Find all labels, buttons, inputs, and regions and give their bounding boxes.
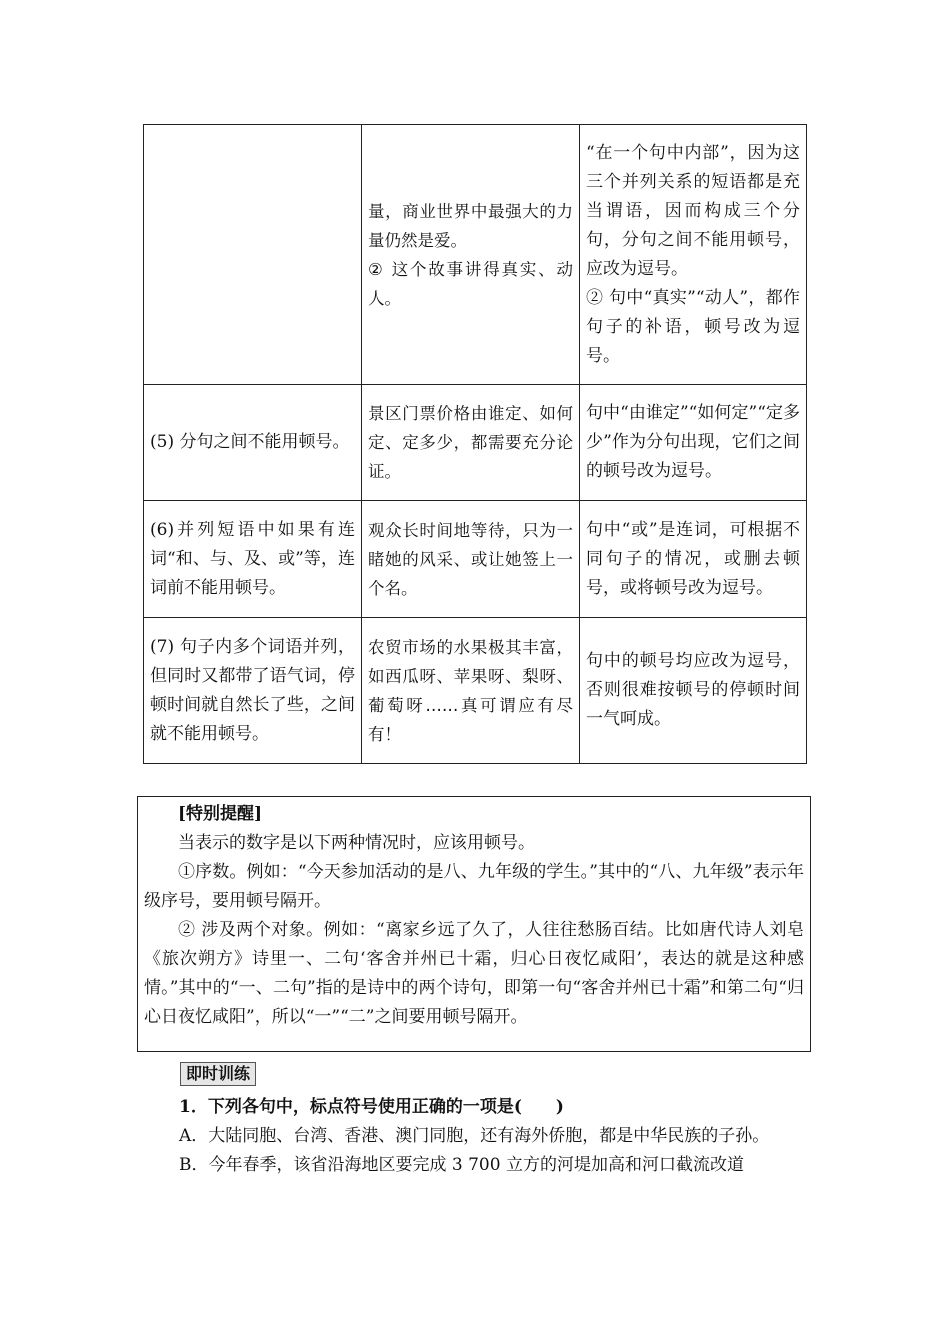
table-row	[144, 501, 807, 618]
explanation-line: “在一个句中内部”，因为这三个并列关系的短语都是充当谓语，因而构成三个分句，分句之间不能用顿号，应改为逗号。	[586, 142, 800, 279]
example-cell	[362, 125, 580, 385]
table-row	[144, 385, 807, 501]
example-line: 量，商业世界中最强大的力量仍然是爱。	[368, 201, 573, 250]
explanation-line: 句中“或”是连词，可根据不同句子的情况，或删去顿号，或将顿号改为逗号。	[586, 519, 800, 598]
rule-cell: (5) 分句之间不能用顿号。	[144, 385, 362, 501]
explanation-line: 句中的顿号均应改为逗号，否则很难按顿号的停顿时间一气呵成。	[586, 651, 800, 729]
example-cell	[362, 618, 580, 764]
table-row	[144, 125, 807, 385]
rule-cell	[144, 125, 362, 385]
option-b: B．今年春季，该省沿海地区要完成 3 700 立方的河堤加高和河口截流改道	[179, 1155, 744, 1175]
example-cell	[362, 385, 580, 501]
example-line: ② 这个故事讲得真实、动人。	[368, 259, 573, 308]
special-reminder-box	[137, 796, 811, 1052]
table-row	[144, 618, 807, 764]
example-line: 农贸市场的水果极其丰富， 如西瓜呀、苹果呀、梨呀、葡萄呀……真可谓应有尽有！	[368, 637, 573, 744]
explanation-cell	[580, 501, 807, 618]
practice-section	[145, 1060, 807, 1180]
example-cell	[362, 501, 580, 618]
practice-label: 即时训练	[180, 1062, 256, 1086]
reminder-paragraph: 当表示的数字是以下两种情况时，应该用顿号。	[178, 833, 535, 853]
example-line: 观众长时间地等待，只为一睹她的风采、或让她签上一个名。	[368, 520, 573, 598]
rule-cell: (6)并列短语中如果有连词“和、与、及、或”等，连词前不能用顿号。	[144, 501, 362, 618]
reminder-paragraph: ①序数。例如：“今天参加活动的是八、九年级的学生。”其中的“八、九年级”表示年级序号，要用顿号隔开。	[144, 862, 804, 911]
explanation-cell	[580, 385, 807, 501]
option-a: A．大陆同胞、台湾、香港、澳门同胞，还有海外侨胞，都是中华民族的子孙。	[179, 1126, 770, 1146]
explanation-cell	[580, 618, 807, 764]
explanation-line: ② 句中“真实”“动人”，都作句子的补语，顿号改为逗号。	[586, 287, 800, 366]
reminder-paragraph: ② 涉及两个对象。例如：“离家乡远了久了，人往往愁肠百结。比如唐代诗人刘皂《旅次朔方》诗里一、二句‘客舍并州已十霜，归心日夜忆咸阳’，表达的就是这种感情。”其中的“一、二句”指的是诗中的两个诗句，即第一句“客舍并州已十霜”和第二句“归心日夜忆咸阳”，所以“一”“二”之间要用顿号隔开。	[144, 920, 804, 1027]
example-line: 景区门票价格由谁定、如何定、定多少，都需要充分论证。	[368, 404, 573, 481]
punctuation-rules-table	[143, 124, 807, 764]
reminder-title: [特别提醒]	[178, 804, 263, 824]
explanation-cell	[580, 125, 807, 385]
question-stem: 1．下列各句中，标点符号使用正确的一项是( )	[179, 1097, 564, 1117]
explanation-line: 句中“由谁定”“如何定”“定多少”作为分句出现，它们之间的顿号改为逗号。	[586, 403, 800, 481]
rule-cell: (7) 句子内多个词语并列，但同时又都带了语气词，停顿时间就自然长了些，之间就不能用顿号。	[144, 618, 362, 764]
